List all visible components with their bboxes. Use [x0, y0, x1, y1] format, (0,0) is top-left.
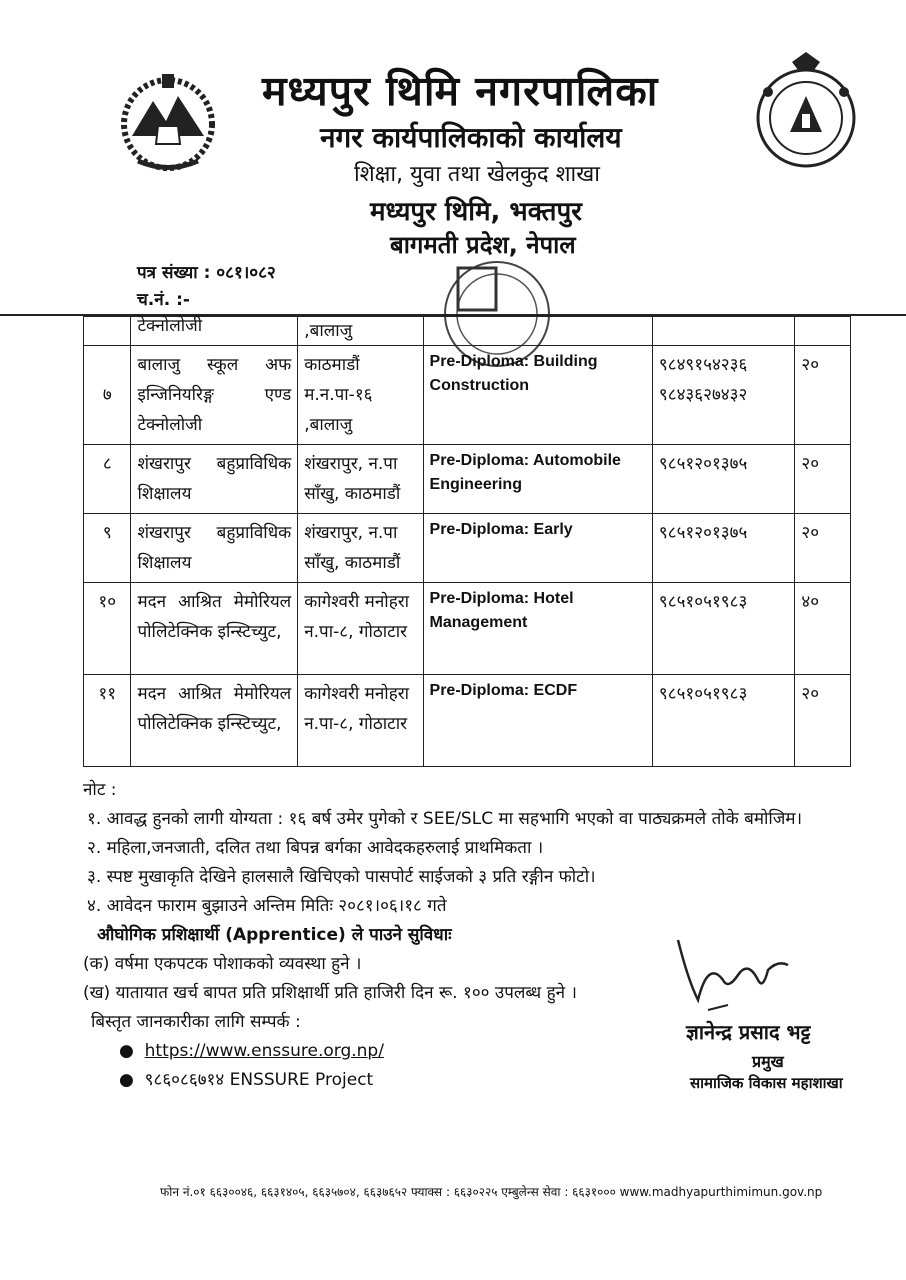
row-name: मदन आश्रित मेमोरियल पोलिटेक्निक इन्स्टिच्युट,	[131, 675, 298, 767]
row-address: काठमाडौं म.न.पा-१६ ,बालाजु	[298, 346, 423, 445]
row-sn: ९	[84, 514, 131, 583]
phone-contact: ९८६०८६७१४ ENSSURE Project	[144, 1070, 374, 1090]
facility-item: (ख) यातायात खर्च बापत प्रति प्रशिक्षार्थी प्रति हाजिरी दिन रू. १०० उपलब्ध हुने ।	[83, 983, 577, 1003]
row-sn: ७	[84, 346, 131, 445]
row-program: Pre-Diploma: Hotel Management	[423, 583, 652, 675]
row-phone: ९८५१०५१९८३	[652, 583, 794, 675]
row-seats: २०	[795, 445, 851, 514]
row-sn	[84, 317, 131, 346]
office-location: मध्यपुर थिमि, भक्तपुर	[370, 197, 582, 227]
row-name: टेक्नोलोजी	[131, 317, 298, 346]
table-row	[84, 346, 851, 445]
notes-heading: नोट :	[83, 780, 117, 800]
contact-heading: बिस्तृत जानकारीका लागि सम्पर्क :	[91, 1012, 301, 1032]
row-sn: ८	[84, 445, 131, 514]
row-program	[423, 317, 652, 346]
row-name: शंखरापुर बहुप्राविधिक शिक्षालय	[131, 445, 298, 514]
row-seats: २०	[795, 346, 851, 445]
note-item: २. महिला,जनजाती, दलित तथा बिपन्न बर्गका आवेदकहरुलाई प्राथमिकता ।	[87, 838, 544, 858]
row-address: शंखरापुर, न.पा साँखु, काठमाडौं	[298, 514, 423, 583]
section-name: शिक्षा, युवा तथा खेलकुद शाखा	[354, 162, 600, 187]
row-address: शंखरापुर, न.पा साँखु, काठमाडौं	[298, 445, 423, 514]
note-item: ३. स्पष्ट मुखाकृति देखिने हालसालै खिचिएको पासपोर्ट साईजको ३ प्रति रङ्गीन फोटो।	[87, 867, 596, 887]
row-address: ,बालाजु	[298, 317, 423, 346]
bullet-icon: ●	[119, 1041, 145, 1061]
institution-table	[83, 316, 851, 767]
row-phone: ९८५१२०१३७५	[652, 514, 794, 583]
signatory-role: प्रमुख	[752, 1052, 784, 1071]
row-seats: ४०	[795, 583, 851, 675]
table-row	[84, 514, 851, 583]
facilities-heading: औघोगिक प्रशिक्षार्थी (Apprentice) ले पाउने सुविधाः	[97, 925, 452, 945]
row-name: शंखरापुर बहुप्राविधिक शिक्षालय	[131, 514, 298, 583]
table-row	[84, 445, 851, 514]
office-name: नगर कार्यपालिकाको कार्यालय	[320, 121, 622, 154]
dispatch-number: च.नं. :-	[137, 290, 190, 310]
province-label: बागमती प्रदेश, नेपाल	[390, 231, 576, 259]
row-sn: ११	[84, 675, 131, 767]
row-name: बालाजु स्कूल अफ इन्जिनियरिङ्ग एण्ड टेक्नोलोजी	[131, 346, 298, 445]
row-program: Pre-Diploma: ECDF	[423, 675, 652, 767]
row-seats: २०	[795, 514, 851, 583]
row-seats	[795, 317, 851, 346]
signatory-name: ज्ञानेन्द्र प्रसाद भट्ट	[686, 1020, 811, 1044]
row-address: कागेश्वरी मनोहरा न.पा-८, गोठाटार	[298, 583, 423, 675]
row-program: Pre-Diploma: Building Construction	[423, 346, 652, 445]
page-title: मध्यपुर थिमि नगरपालिका	[262, 67, 659, 115]
table-row	[84, 675, 851, 767]
note-item: ४. आवेदन फाराम बुझाउने अन्तिम मितिः २०८१।०६।१८ गते	[87, 896, 447, 916]
footer-contact: फोन नं.०१ ६६३००४६, ६६३१४०५, ६६३५७०४, ६६३७६५२ फ्याक्स : ६६३०२२५ एम्बुलेन्स सेवा : ६६३१००० www.madhyapurthimimun.gov.np	[160, 1185, 823, 1199]
facility-item: (क) वर्षमा एकपटक पोशाकको व्यवस्था हुने ।	[83, 954, 362, 974]
row-sn: १०	[84, 583, 131, 675]
row-address: कागेश्वरी मनोहरा न.पा-८, गोठाटार	[298, 675, 423, 767]
row-phone	[652, 317, 794, 346]
table-row	[84, 317, 851, 346]
table-row	[84, 583, 851, 675]
row-phone: ९८५१२०१३७५	[652, 445, 794, 514]
municipality-seal-logo	[752, 52, 860, 170]
row-phone: ९८४९१५४२३६ ९८४३६२७४३२	[652, 346, 794, 445]
nepal-emblem-logo	[118, 66, 218, 176]
row-seats: २०	[795, 675, 851, 767]
row-name: मदन आश्रित मेमोरियल पोलिटेक्निक इन्स्टिच्युट,	[131, 583, 298, 675]
bullet-icon: ●	[119, 1070, 145, 1090]
handwritten-signature	[668, 920, 808, 1020]
row-phone: ९८५१०५१९८३	[652, 675, 794, 767]
row-program: Pre-Diploma: Automobile Engineering	[423, 445, 652, 514]
row-program: Pre-Diploma: Early	[423, 514, 652, 583]
note-item: १. आवद्ध हुनको लागी योग्यता : १६ बर्ष उमेर पुगेको र SEE/SLC मा सहभागि भएको वा पाठ्यक्रमले तोके बमोजिम।	[87, 809, 803, 829]
signatory-department: सामाजिक विकास महाशाखा	[690, 1074, 843, 1092]
website-link[interactable]: https://www.enssure.org.np/	[144, 1041, 384, 1061]
letter-number: पत्र संख्या : ०८१।०८२	[137, 263, 276, 283]
